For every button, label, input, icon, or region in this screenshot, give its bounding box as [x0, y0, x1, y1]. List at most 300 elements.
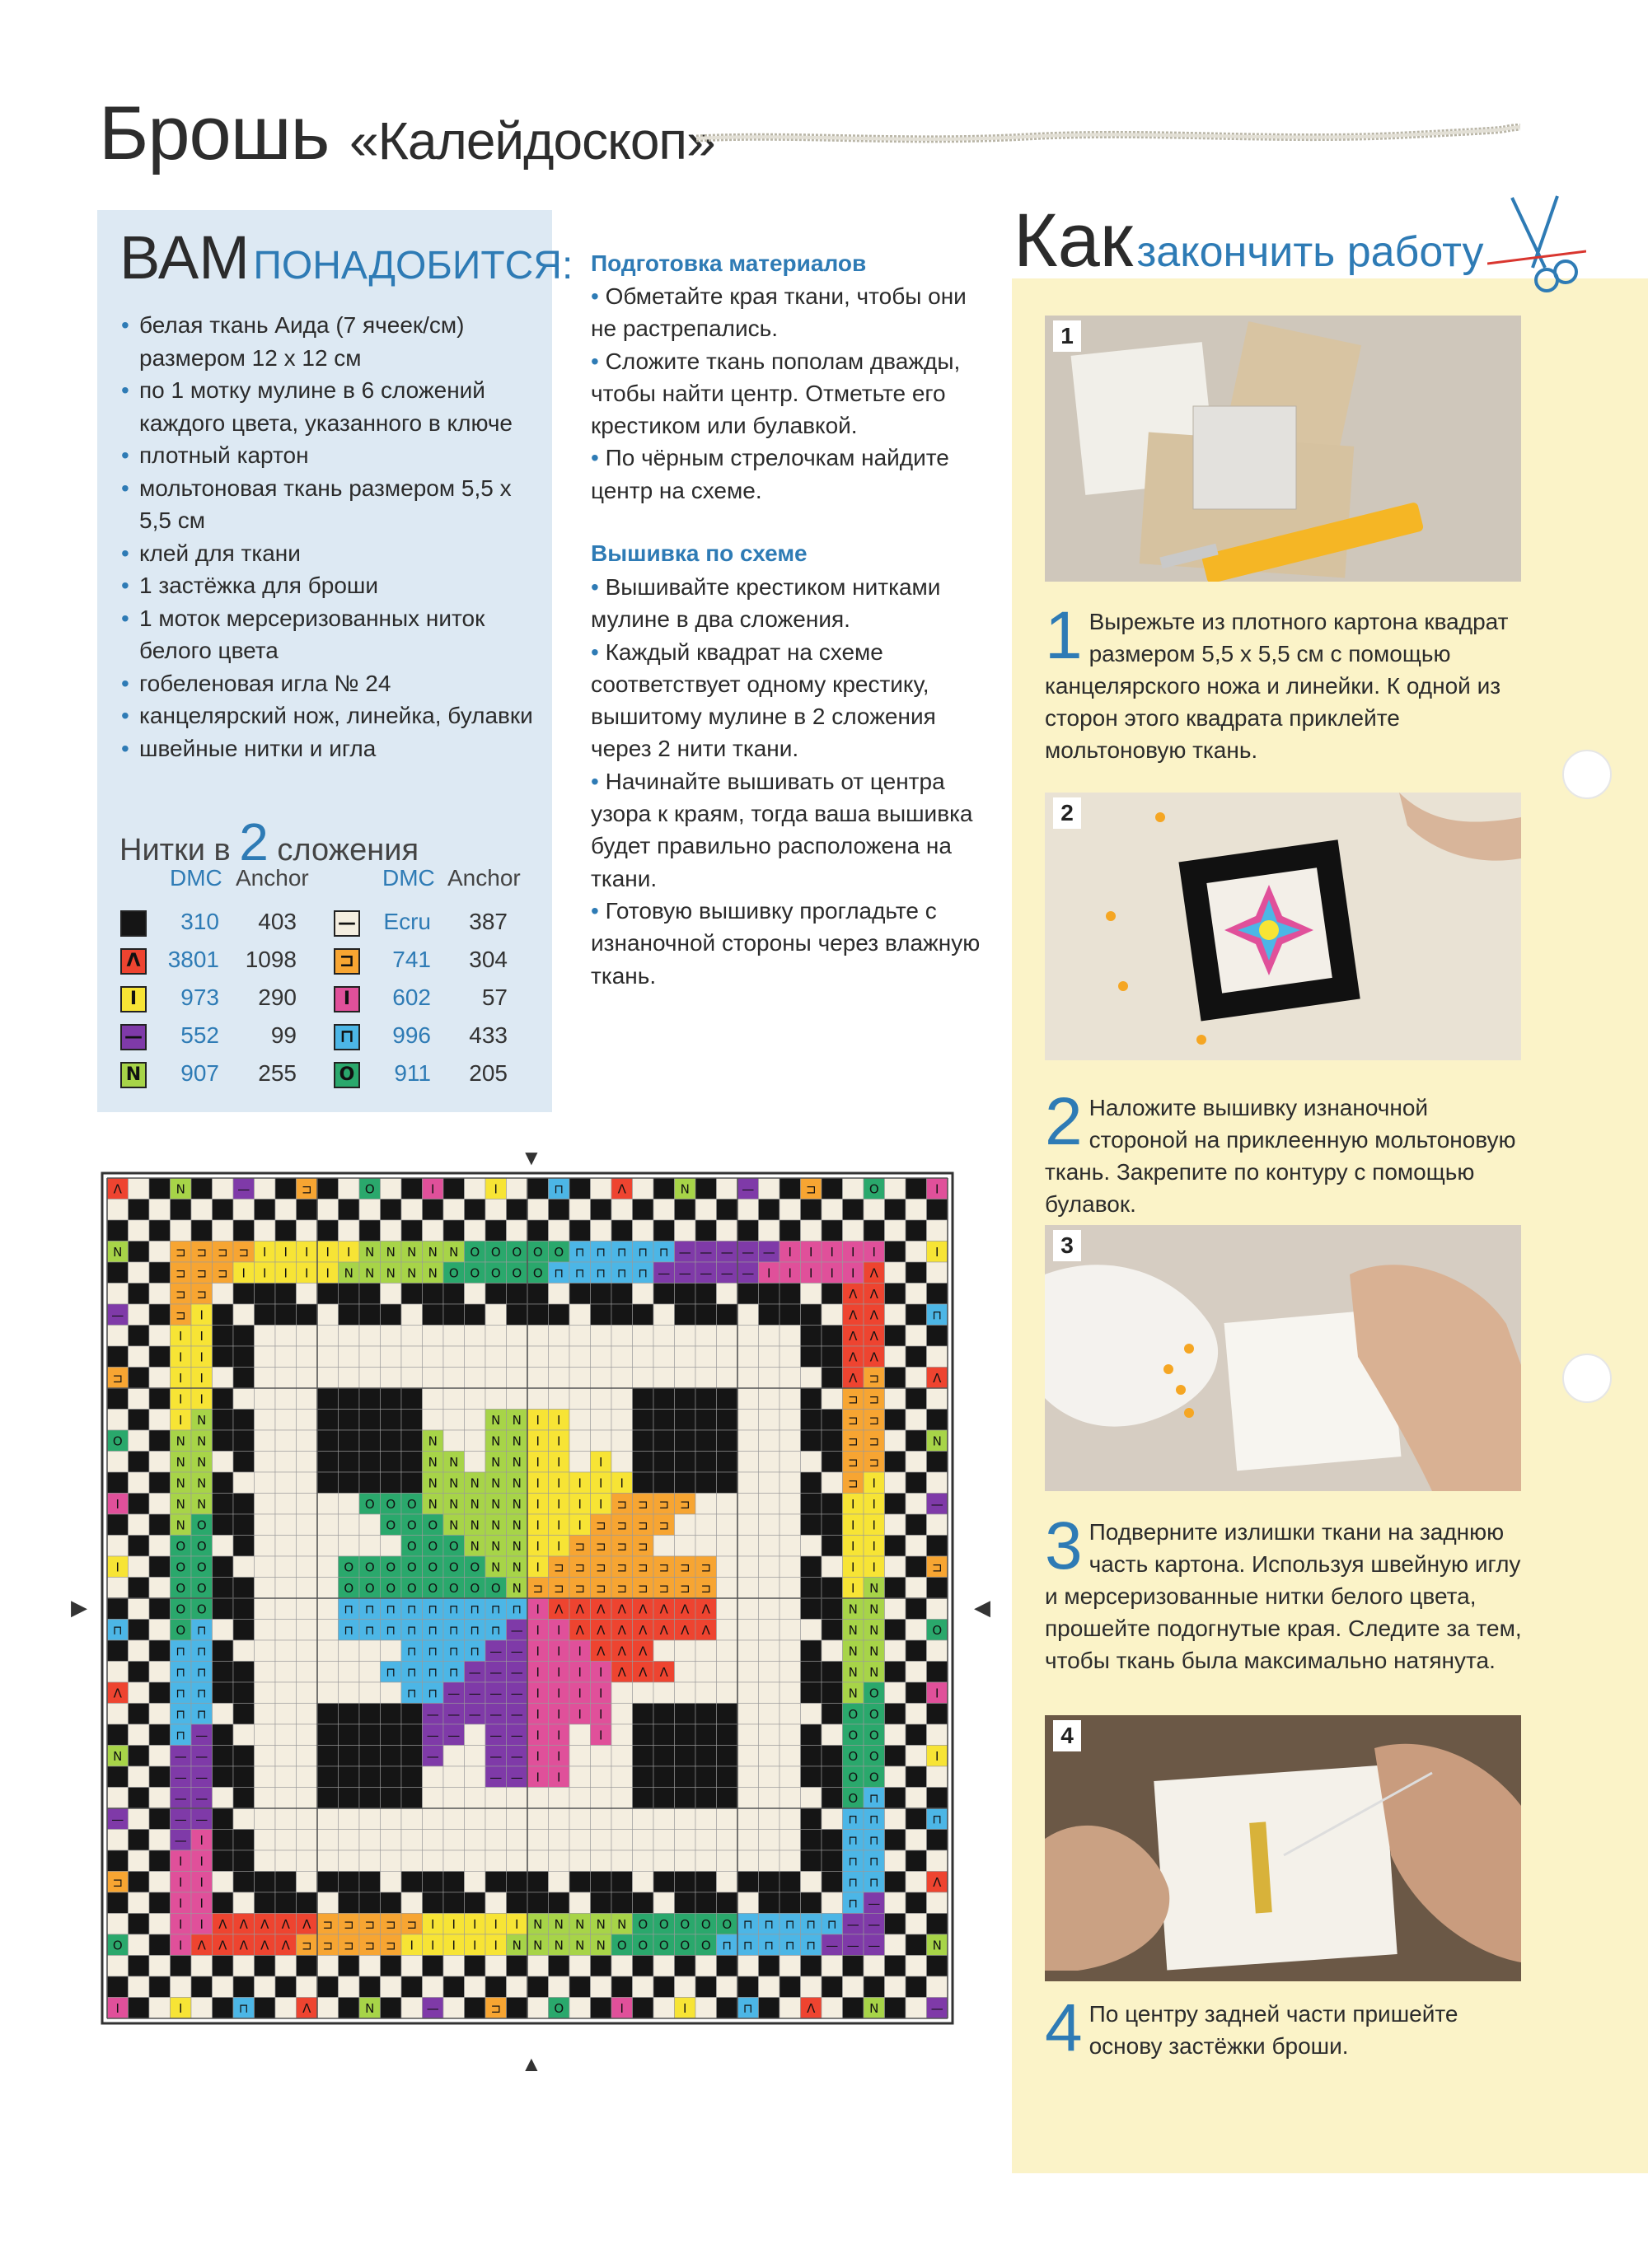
- chart-cell-symbol: ⊓: [176, 1644, 186, 1659]
- chart-cell: [107, 1326, 129, 1347]
- chart-cell: [107, 1388, 129, 1410]
- chart-cell: [507, 1872, 528, 1893]
- embroidery-item: • Каждый квадрат на схеме соответствует одному крестику, вышитому мулине в 2 сложения через 2 нити ткани.: [591, 638, 936, 762]
- chart-cell: [401, 1472, 423, 1494]
- chart-cell: [864, 1220, 885, 1242]
- chart-cell-symbol: N: [365, 2000, 375, 2016]
- key-anchor-code: 205: [469, 1060, 508, 1086]
- chart-cell-symbol: N: [848, 1602, 858, 1617]
- step-3-photo: [1045, 1225, 1521, 1491]
- chart-cell: [275, 1724, 297, 1746]
- chart-cell-symbol: ⊓: [196, 1686, 207, 1701]
- chart-cell-symbol: ⊓: [448, 1622, 459, 1638]
- chart-cell: [675, 1788, 696, 1809]
- chart-cell: [737, 1284, 759, 1305]
- chart-cell: [927, 1199, 948, 1221]
- key-col-anchor-left: Anchor: [236, 865, 309, 891]
- chart-cell-symbol: ⊓: [176, 1664, 186, 1680]
- chart-cell: [485, 1830, 507, 1851]
- chart-cell: [129, 1850, 150, 1872]
- chart-cell: [549, 1788, 570, 1809]
- chart-cell: [297, 1830, 318, 1851]
- chart-cell: [780, 1578, 801, 1599]
- materials-list: [119, 309, 548, 765]
- chart-cell-symbol: N: [176, 1181, 185, 1197]
- chart-cell-symbol: I: [283, 1244, 288, 1260]
- chart-cell: [317, 1998, 339, 2019]
- chart-cell: [780, 1830, 801, 1851]
- chart-cell-symbol: I: [536, 1475, 540, 1491]
- chart-cell: [822, 1724, 843, 1746]
- chart-cell: [317, 1220, 339, 1242]
- chart-cell-symbol: Λ: [681, 1602, 690, 1617]
- chart-cell: [339, 1850, 360, 1872]
- chart-cell: [297, 1892, 318, 1914]
- chart-cell: [381, 1430, 402, 1452]
- chart-cell: [843, 1998, 864, 2019]
- chart-cell: [317, 1284, 339, 1305]
- chart-cell-symbol: N: [449, 1244, 459, 1260]
- chart-cell-symbol: ⊐: [637, 1517, 648, 1533]
- chart-cell-symbol: I: [767, 1265, 771, 1281]
- chart-cell: [591, 1304, 612, 1326]
- chart-cell: [339, 1410, 360, 1431]
- chart-cell: [527, 1388, 549, 1410]
- chart-cell: [317, 1326, 339, 1347]
- chart-cell: [317, 1766, 339, 1788]
- chart-cell: [906, 1640, 927, 1662]
- chart-cell: [759, 1998, 780, 2019]
- chart-cell-symbol: I: [557, 1686, 561, 1701]
- chart-cell: [129, 1452, 150, 1473]
- chart-cell-symbol: ⊐: [385, 1916, 396, 1932]
- chart-cell: [569, 1452, 591, 1473]
- chart-cell-symbol: N: [512, 1560, 522, 1575]
- step-3-number: 3: [1045, 1508, 1083, 1583]
- chart-cell: [213, 1556, 234, 1578]
- chart-cell: [297, 1724, 318, 1746]
- chart-cell: [107, 1410, 129, 1431]
- chart-cell: [149, 1662, 171, 1683]
- chart-cell: [633, 1284, 654, 1305]
- chart-cell: [695, 1956, 717, 1977]
- chart-cell: [780, 1788, 801, 1809]
- chart-cell: [695, 1388, 717, 1410]
- chart-cell-symbol: I: [179, 1370, 183, 1386]
- chart-cell: [527, 1976, 549, 1998]
- chart-cell: [717, 1704, 738, 1725]
- chart-cell-symbol: ⊓: [574, 1244, 585, 1260]
- chart-cell: [443, 1850, 465, 1872]
- chart-cell-symbol: O: [386, 1517, 396, 1533]
- step-1-text: Вырежьте из плотного картона квадрат размером 5,5 х 5,5 см с помощью канцелярского ножа и линейки. К одной из сторон этого квадрата приклейте мольтоновую ткань.: [1045, 609, 1509, 763]
- chart-cell-symbol: ⊐: [196, 1244, 208, 1260]
- chart-cell: [507, 1220, 528, 1242]
- chart-cell: [297, 1430, 318, 1452]
- chart-cell: [569, 1410, 591, 1431]
- chart-cell-symbol: I: [578, 1496, 582, 1512]
- chart-cell: [507, 1808, 528, 1830]
- chart-cell-symbol: —: [489, 1664, 503, 1680]
- chart-cell: [423, 1850, 444, 1872]
- chart-cell: [569, 1872, 591, 1893]
- chart-cell-symbol: I: [410, 1938, 414, 1953]
- chart-cell-symbol: N: [533, 1916, 543, 1932]
- chart-cell: [213, 1746, 234, 1767]
- chart-cell: [233, 1704, 255, 1725]
- chart-cell-symbol: N: [512, 1454, 522, 1470]
- chart-cell-symbol: O: [448, 1560, 459, 1575]
- chart-cell: [653, 1704, 675, 1725]
- chart-cell-symbol: O: [406, 1538, 417, 1554]
- chart-cell: [297, 1410, 318, 1431]
- chart-cell: [695, 1998, 717, 2019]
- chart-cell: [885, 1872, 906, 1893]
- chart-cell: [759, 1536, 780, 1557]
- chart-cell: [485, 1388, 507, 1410]
- chart-cell-symbol: —: [930, 1496, 943, 1512]
- key-dmc-code: Ecru: [383, 909, 431, 934]
- chart-cell-symbol: N: [449, 1517, 459, 1533]
- chart-cell-symbol: I: [179, 1916, 183, 1932]
- chart-cell: [822, 1976, 843, 1998]
- chart-cell: [275, 1388, 297, 1410]
- chart-cell-symbol: ⊓: [616, 1265, 627, 1281]
- chart-cell: [149, 1956, 171, 1977]
- chart-cell-symbol: —: [489, 1686, 503, 1701]
- chart-cell: [759, 1766, 780, 1788]
- chart-cell-symbol: N: [344, 1265, 353, 1281]
- preparation-text: [591, 280, 986, 507]
- chart-cell-symbol: I: [599, 1728, 603, 1743]
- chart-cell-symbol: —: [468, 1706, 481, 1722]
- chart-cell: [107, 1766, 129, 1788]
- chart-cell: [653, 1410, 675, 1431]
- chart-cell: [297, 1956, 318, 1977]
- chart-cell: [129, 1914, 150, 1935]
- chart-cell: [780, 1724, 801, 1746]
- chart-cell: [591, 1850, 612, 1872]
- chart-cell: [317, 1892, 339, 1914]
- chart-cell-symbol: N: [575, 1916, 585, 1932]
- chart-cell: [233, 1368, 255, 1389]
- chart-cell: [927, 1472, 948, 1494]
- chart-cell-symbol: N: [113, 1748, 123, 1764]
- chart-cell: [339, 1536, 360, 1557]
- chart-cell: [359, 1536, 381, 1557]
- chart-cell: [737, 1724, 759, 1746]
- chart-cell: [401, 1326, 423, 1347]
- chart-cell: [822, 1892, 843, 1914]
- chart-cell-symbol: I: [179, 1854, 183, 1869]
- chart-cell-symbol: ⊓: [742, 1938, 753, 1953]
- chart-cell-symbol: N: [428, 1433, 438, 1449]
- chart-cell-symbol: I: [199, 1832, 204, 1848]
- chart-cell: [465, 1808, 486, 1830]
- step-1: [1045, 598, 1531, 766]
- chart-cell: [801, 1682, 822, 1704]
- chart-cell: [695, 1452, 717, 1473]
- key-swatch: O: [334, 1062, 360, 1088]
- chart-cell: [465, 1830, 486, 1851]
- chart-cell: [549, 1220, 570, 1242]
- chart-cell: [611, 1746, 633, 1767]
- chart-cell: [801, 1872, 822, 1893]
- chart-cell: [737, 1430, 759, 1452]
- chart-cell: [381, 1284, 402, 1305]
- chart-cell: [129, 1934, 150, 1956]
- chart-cell: [443, 1872, 465, 1893]
- chart-cell: [401, 1788, 423, 1809]
- chart-cell: [591, 1388, 612, 1410]
- center-arrow-right: ◀: [974, 1595, 990, 1620]
- chart-cell-symbol: —: [868, 1938, 881, 1953]
- chart-cell: [149, 1976, 171, 1998]
- chart-cell: [233, 1430, 255, 1452]
- chart-cell: [339, 1220, 360, 1242]
- chart-cell-symbol: ⊓: [638, 1265, 648, 1281]
- chart-cell: [695, 1178, 717, 1199]
- chart-cell-symbol: ⊐: [574, 1580, 586, 1596]
- chart-cell: [423, 1766, 444, 1788]
- chart-cell: [339, 1472, 360, 1494]
- chart-cell: [213, 1388, 234, 1410]
- chart-cell: [653, 1346, 675, 1368]
- chart-cell: [423, 1326, 444, 1347]
- chart-cell: [885, 1976, 906, 1998]
- chart-cell: [759, 1199, 780, 1221]
- chart-cell: [317, 1620, 339, 1641]
- chart-cell: [695, 1536, 717, 1557]
- chart-cell-symbol: I: [305, 1244, 309, 1260]
- chart-cell: [107, 1662, 129, 1683]
- chart-cell-symbol: I: [263, 1244, 267, 1260]
- chart-cell-symbol: N: [386, 1265, 396, 1281]
- chart-cell: [149, 1830, 171, 1851]
- chart-cell: [906, 1892, 927, 1914]
- chart-cell-symbol: I: [452, 1938, 456, 1953]
- chart-cell: [317, 1682, 339, 1704]
- chart-cell: [864, 1199, 885, 1221]
- chart-cell: [149, 1704, 171, 1725]
- chart-cell: [443, 1746, 465, 1767]
- chart-cell: [149, 1368, 171, 1389]
- chart-cell: [233, 1220, 255, 1242]
- chart-cell: [885, 1956, 906, 1977]
- chart-cell-symbol: —: [426, 1728, 439, 1743]
- step-2: [1045, 1084, 1531, 1220]
- chart-cell: [801, 1956, 822, 1977]
- chart-cell: [653, 1976, 675, 1998]
- chart-cell-symbol: ⊓: [344, 1622, 354, 1638]
- chart-cell-symbol: N: [869, 1622, 879, 1638]
- materials-item: • гобеленовая игла № 24: [119, 667, 548, 700]
- chart-cell-symbol: N: [512, 1938, 522, 1953]
- chart-cell: [317, 1724, 339, 1746]
- chart-cell: [717, 1556, 738, 1578]
- chart-cell: [759, 1850, 780, 1872]
- key-col-dmc-left: DMC: [170, 865, 222, 891]
- chart-cell-symbol: ⊓: [742, 2000, 753, 2016]
- chart-cell-symbol: ⊐: [868, 1391, 880, 1407]
- chart-cell-symbol: —: [510, 1706, 523, 1722]
- chart-cell: [149, 1388, 171, 1410]
- chart-cell-symbol: I: [536, 1412, 540, 1428]
- chart-cell: [381, 1808, 402, 1830]
- chart-cell: [737, 1514, 759, 1536]
- chart-cell-symbol: I: [578, 1686, 582, 1701]
- chart-cell: [465, 1892, 486, 1914]
- chart-cell: [255, 1284, 276, 1305]
- key-dmc-code: 996: [392, 1022, 431, 1048]
- chart-cell: [885, 1766, 906, 1788]
- chart-cell: [465, 1220, 486, 1242]
- chart-cell-symbol: O: [722, 1916, 733, 1932]
- chart-cell: [213, 1872, 234, 1893]
- chart-cell: [107, 1452, 129, 1473]
- chart-cell: [401, 1346, 423, 1368]
- chart-cell-symbol: O: [406, 1560, 417, 1575]
- chart-cell-symbol: I: [872, 1560, 876, 1575]
- chart-cell: [129, 1536, 150, 1557]
- chart-cell-symbol: I: [557, 1770, 561, 1785]
- chart-cell: [485, 1976, 507, 1998]
- chart-cell: [780, 1368, 801, 1389]
- chart-cell: [906, 1704, 927, 1725]
- chart-cell: [569, 1766, 591, 1788]
- key-dmc-code: 741: [392, 947, 431, 972]
- chart-cell: [653, 1199, 675, 1221]
- chart-cell: [801, 1746, 822, 1767]
- chart-cell: [759, 1704, 780, 1725]
- chart-cell-symbol: —: [720, 1265, 733, 1281]
- chart-cell: [465, 1199, 486, 1221]
- chart-cell: [275, 1514, 297, 1536]
- chart-cell-symbol: N: [869, 1580, 879, 1596]
- chart-cell: [611, 1830, 633, 1851]
- chart-cell-symbol: N: [428, 1454, 438, 1470]
- chart-cell: [927, 1766, 948, 1788]
- chart-cell: [780, 1536, 801, 1557]
- chart-cell: [381, 1724, 402, 1746]
- chart-cell: [695, 1662, 717, 1683]
- chart-cell: [233, 1304, 255, 1326]
- chart-cell: [149, 1578, 171, 1599]
- chart-cell: [149, 1746, 171, 1767]
- chart-cell: [423, 1410, 444, 1431]
- chart-cell: [717, 1746, 738, 1767]
- chart-cell: [317, 1830, 339, 1851]
- chart-cell: [569, 1724, 591, 1746]
- chart-cell: [780, 1620, 801, 1641]
- chart-cell: [885, 1430, 906, 1452]
- chart-cell: [759, 1640, 780, 1662]
- chart-cell: [149, 1620, 171, 1641]
- chart-cell: [569, 1368, 591, 1389]
- chart-cell: [465, 1430, 486, 1452]
- chart-cell: [780, 1514, 801, 1536]
- chart-cell: [927, 1284, 948, 1305]
- chart-cell: [927, 1892, 948, 1914]
- chart-cell: [129, 1388, 150, 1410]
- chart-cell: [381, 1892, 402, 1914]
- chart-cell: [737, 1620, 759, 1641]
- chart-cell: [359, 1368, 381, 1389]
- chart-cell: [443, 1430, 465, 1452]
- threads-heading-pre: Нитки в: [119, 833, 231, 867]
- chart-cell-symbol: ⊓: [196, 1706, 207, 1722]
- chart-cell: [633, 1808, 654, 1830]
- chart-cell: [675, 1220, 696, 1242]
- chart-cell: [359, 1284, 381, 1305]
- chart-cell: [695, 1808, 717, 1830]
- chart-cell-symbol: O: [868, 1686, 879, 1701]
- chart-cell: [906, 1220, 927, 1242]
- chart-cell: [401, 1220, 423, 1242]
- chart-cell: [213, 1788, 234, 1809]
- chart-cell-symbol: O: [490, 1580, 501, 1596]
- chart-cell: [213, 1472, 234, 1494]
- chart-cell: [591, 1808, 612, 1830]
- chart-cell-symbol: I: [557, 1622, 561, 1638]
- scissors-icon: [1487, 189, 1586, 297]
- chart-cell: [275, 1346, 297, 1368]
- chart-cell: [507, 1788, 528, 1809]
- chart-cell-symbol: I: [935, 1181, 939, 1197]
- chart-cell-symbol: N: [869, 1644, 879, 1659]
- chart-cell: [927, 1724, 948, 1746]
- chart-cell: [339, 1976, 360, 1998]
- chart-cell-symbol: —: [426, 1748, 439, 1764]
- materials-item: • белая ткань Аида (7 ячеек/см) размером 12 х 12 см: [119, 309, 548, 374]
- chart-cell-symbol: —: [510, 1622, 523, 1638]
- chart-cell: [822, 1430, 843, 1452]
- chart-cell: [737, 1808, 759, 1830]
- chart-cell: [611, 1850, 633, 1872]
- chart-cell: [359, 1830, 381, 1851]
- chart-cell: [611, 1368, 633, 1389]
- chart-cell: [717, 1430, 738, 1452]
- chart-cell-symbol: N: [386, 1244, 396, 1260]
- chart-cell: [485, 1788, 507, 1809]
- chart-cell: [297, 1808, 318, 1830]
- chart-cell: [255, 1956, 276, 1977]
- chart-cell-symbol: O: [364, 1496, 375, 1512]
- chart-cell: [317, 1872, 339, 1893]
- chart-cell: [423, 1830, 444, 1851]
- chart-cell: [843, 1956, 864, 1977]
- chart-cell: [591, 1284, 612, 1305]
- chart-cell-symbol: Λ: [281, 1916, 290, 1932]
- chart-cell: [401, 1724, 423, 1746]
- step-3-text: Подверните излишки ткани на заднюю часть картона. Используя швейную иглу и мерсеризованные нитки белого цвета, прошейте подогнутые края. Следите за тем, чтобы ткань была максимально натянута.: [1045, 1519, 1522, 1673]
- chart-cell-symbol: I: [851, 1496, 855, 1512]
- step-2-text: Наложите вышивку изнаночной стороной на приклеенную мольтоновую ткань. Закрепите по контуру с помощью булавок.: [1045, 1095, 1516, 1217]
- chart-cell: [549, 1872, 570, 1893]
- chart-cell-symbol: N: [197, 1496, 207, 1512]
- chart-cell: [822, 1556, 843, 1578]
- chart-cell-symbol: I: [872, 1517, 876, 1533]
- chart-cell-symbol: ⊓: [470, 1644, 480, 1659]
- chart-cell: [213, 1598, 234, 1620]
- chart-cell: [339, 1199, 360, 1221]
- chart-cell: [129, 1368, 150, 1389]
- chart-cell-symbol: I: [179, 1938, 183, 1953]
- chart-cell: [906, 1934, 927, 1956]
- center-arrow-top: ▼: [521, 1145, 542, 1170]
- chart-cell: [129, 1556, 150, 1578]
- chart-cell-symbol: ⊓: [806, 1916, 817, 1932]
